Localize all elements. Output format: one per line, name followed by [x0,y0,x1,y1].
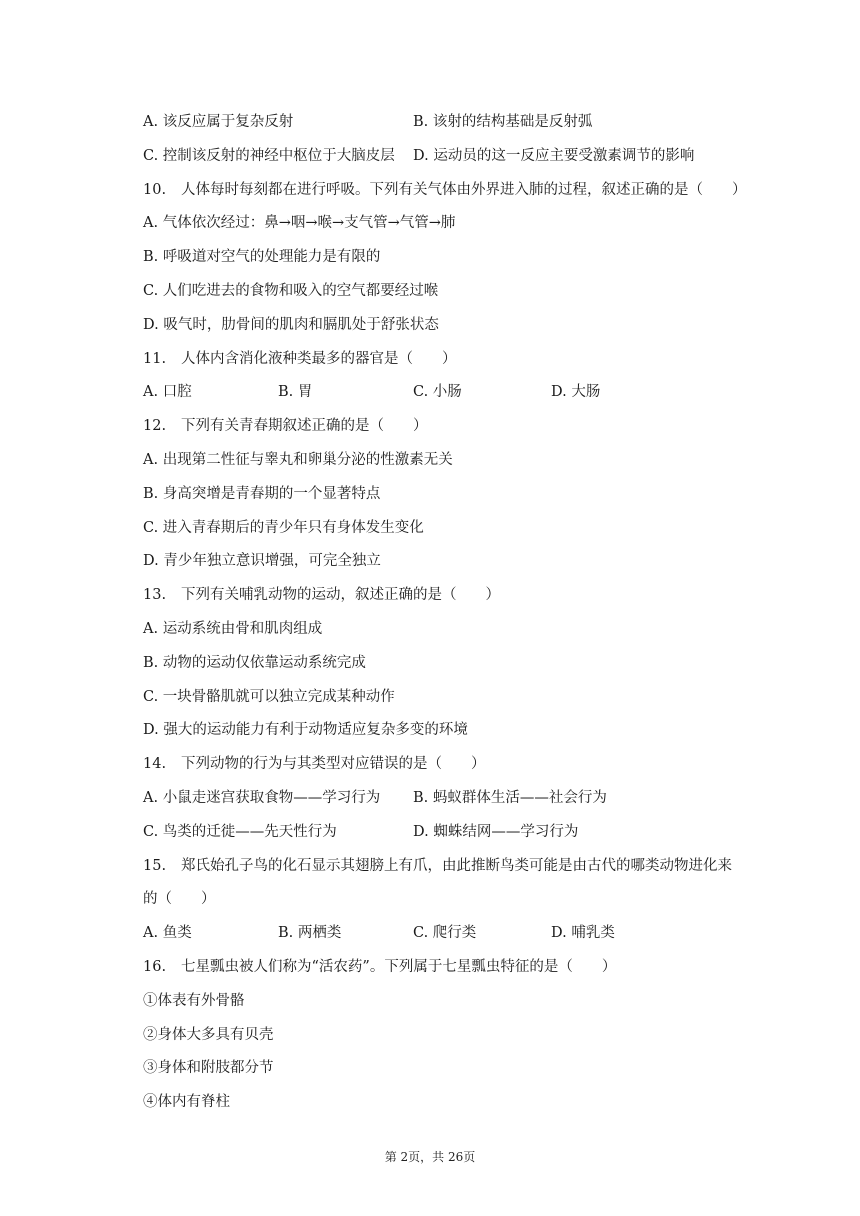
q16-item-1: ①体表有外骨骼 [143,993,245,1009]
q13-option-b: B. 动物的运动仅依靠运动系统完成 [143,655,366,671]
q14-stem-text: 下列动物的行为与其类型对应错误的是（ ） [181,756,486,772]
q15-option-d: D. 哺乳类 [551,925,615,941]
q11-option-c: C. 小肠 [413,384,462,400]
q13-option-a: A. 运动系统由骨和肌肉组成 [143,621,323,637]
q16-stem-text: 七星瓢虫被人们称为“活农药”。下列属于七星瓢虫特征的是（ ） [181,959,617,975]
q15-options-row [143,923,763,943]
q13-stem [143,585,500,605]
q14-number: 14. [143,756,167,772]
q15-stem-continued: 的（ ） [143,891,216,907]
q14-option-a: A. 小鼠走迷宫获取食物——学习行为 [143,790,381,806]
q14-option-c: C. 鸟类的迁徙——先天性行为 [143,824,337,840]
q9-option-d: D. 运动员的这一反应主要受激素调节的影响 [413,148,695,164]
q9-option-c: C. 控制该反射的神经中枢位于大脑皮层 [143,148,395,164]
q12-option-b: B. 身高突增是青春期的一个显著特点 [143,486,381,502]
q13-option-d: D. 强大的运动能力有利于动物适应复杂多变的环境 [143,722,468,738]
q12-stem [143,416,428,436]
q15-stem [143,856,732,876]
q16-item-4: ④体内有脊柱 [143,1094,230,1110]
q15-stem-text: 郑氏始孔子鸟的化石显示其翅膀上有爪，由此推断鸟类可能是由古代的哪类动物进化来 [181,858,732,874]
q10-option-c: C. 人们吃进去的食物和吸入的空气都要经过喉 [143,283,439,299]
q10-option-d: D. 吸气时，肋骨间的肌肉和膈肌处于舒张状态 [143,317,439,333]
q15-option-a: A. 鱼类 [143,925,192,941]
q12-stem-text: 下列有关青春期叙述正确的是（ ） [181,418,428,434]
q11-option-b: B. 胃 [278,384,313,400]
q12-number: 12. [143,418,167,434]
q9-option-b: B. 该射的结构基础是反射弧 [413,114,593,130]
q12-option-a: A. 出现第二性征与睾丸和卵巢分泌的性激素无关 [143,452,453,468]
q15-option-b: B. 两栖类 [278,925,342,941]
q10-number: 10. [143,182,167,198]
q14-options-row-2 [143,822,763,842]
q11-option-d: D. 大肠 [551,384,601,400]
q16-number: 16. [143,959,167,975]
q11-number: 11. [143,351,167,367]
q16-item-3: ③身体和附肢都分节 [143,1060,274,1076]
q11-options-row [143,382,763,402]
q9-options-row-2 [143,146,763,166]
q15-number: 15. [143,858,167,874]
q11-stem-text: 人体内含消化液种类最多的器官是（ ） [181,351,457,367]
q14-option-b: B. 蚂蚁群体生活——社会行为 [413,790,607,806]
q13-number: 13. [143,587,167,603]
q9-option-a: A. 该反应属于复杂反射 [143,114,294,130]
q14-options-row-1 [143,788,763,808]
q14-option-d: D. 蜘蛛结网——学习行为 [413,824,579,840]
q10-stem-text: 人体每时每刻都在进行呼吸。下列有关气体由外界进入肺的过程，叙述正确的是（ ） [181,182,747,198]
q12-option-c: C. 进入青春期后的青少年只有身体发生变化 [143,520,424,536]
q13-stem-text: 下列有关哺乳动物的运动，叙述正确的是（ ） [181,587,500,603]
q11-stem [143,349,457,369]
q16-stem [143,957,616,977]
q11-option-a: A. 口腔 [143,384,192,400]
q10-stem [143,180,747,200]
q15-option-c: C. 爬行类 [413,925,477,941]
q14-stem [143,754,486,774]
page-footer: 第 2页，共 26页 [384,1150,476,1164]
q12-option-d: D. 青少年独立意识增强，可完全独立 [143,553,381,569]
q16-item-2: ②身体大多具有贝壳 [143,1027,274,1043]
q10-option-a: A. 气体依次经过：鼻→咽→喉→支气管→气管→肺 [143,215,456,231]
q9-options-row-1 [143,112,763,132]
q10-option-b: B. 呼吸道对空气的处理能力是有限的 [143,249,381,265]
q13-option-c: C. 一块骨骼肌就可以独立完成某种动作 [143,689,395,705]
